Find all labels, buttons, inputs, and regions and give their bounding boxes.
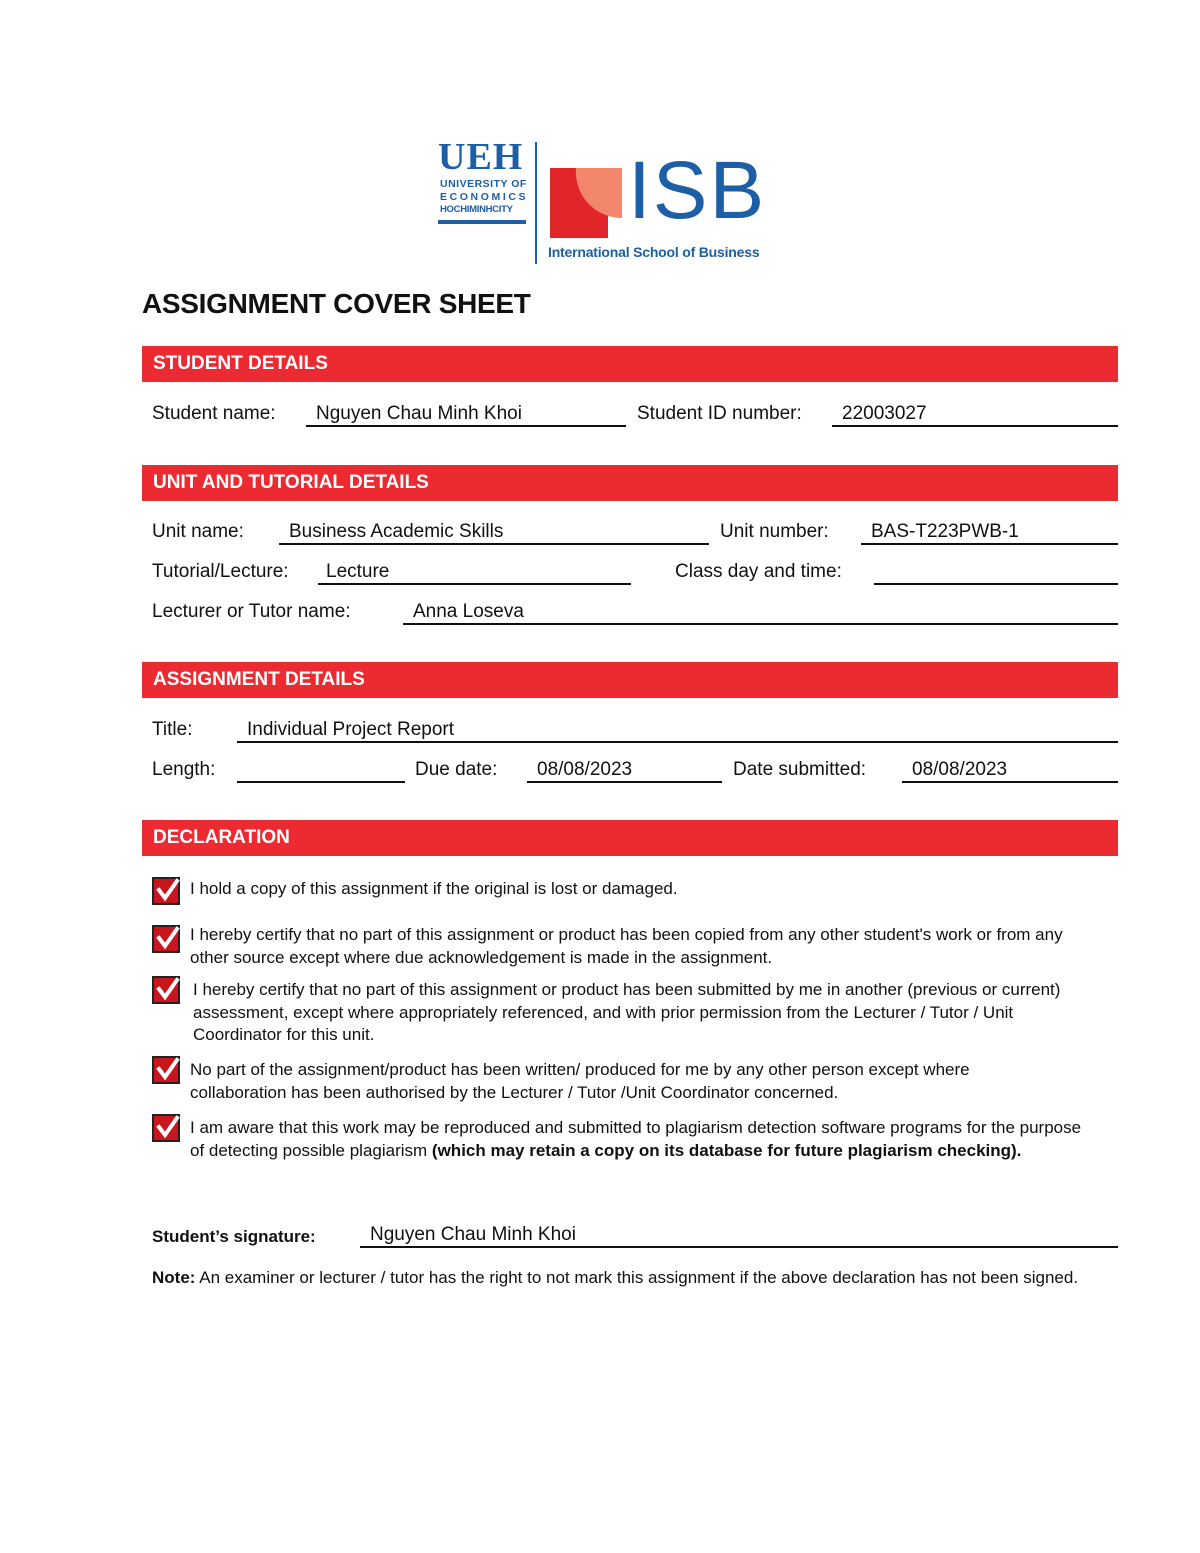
checkmark-icon [155, 877, 181, 905]
declaration-item-text: I hereby certify that no part of this assignment or product has been copied from any other student's work or from any other source except where due acknowledgement is made in the assignment. [190, 925, 1063, 967]
ueh-logo-underline [438, 220, 526, 224]
assignment-title-label: Title: [152, 719, 193, 740]
unit-name-label: Unit name: [152, 521, 244, 542]
declaration-item-text: I hold a copy of this assignment if the original is lost or damaged. [190, 879, 678, 898]
section-header-student-details: STUDENT DETAILS [142, 346, 1118, 382]
declaration-item-text: No part of the assignment/product has been written/ produced for me by any other person except where collaboration has been authorised by the Lecturer / Tutor /Unit Coordinator concerned. [190, 1060, 970, 1102]
unit-number-label: Unit number: [720, 521, 829, 542]
ueh-logo-line: ECONOMICS [440, 191, 529, 203]
lecturer-name-label: Lecturer or Tutor name: [152, 601, 351, 622]
isb-logo-mark: ISB [628, 145, 767, 236]
unit-number-field[interactable]: BAS-T223PWB-1 [861, 521, 1118, 545]
tutorial-lecture-field[interactable]: Lecture [318, 561, 631, 585]
declaration-item-text: I hereby certify that no part of this assignment or product has been submitted by me in another (previous or current) assessment, except where appropriately referenced, and with prior permission from the Lecturer / Tutor / Unit Coordinator for this unit. [193, 980, 1061, 1044]
section-header-declaration: DECLARATION [142, 820, 1118, 856]
date-submitted-label: Date submitted: [733, 759, 867, 780]
ueh-logo-line: UNIVERSITY OF [440, 178, 527, 190]
date-submitted-field[interactable]: 08/08/2023 [902, 759, 1118, 783]
isb-emblem-icon [550, 168, 622, 238]
university-logo [438, 138, 788, 264]
student-id-field[interactable]: 22003027 [832, 403, 1118, 427]
unit-name-field[interactable]: Business Academic Skills [279, 521, 709, 545]
checkmark-icon [155, 925, 181, 953]
checkmark-icon [155, 1114, 181, 1142]
checkmark-icon [155, 976, 181, 1004]
declaration-item-text-regular: I am aware that this work may be reproduced and submitted to plagiarism detection software programs for the purpose of detecting possible plagiarism [190, 1118, 1082, 1160]
declaration-item-text-bold: (which may retain a copy on its database for future plagiarism checking). [431, 1140, 1022, 1160]
ueh-logo-line: HOCHIMINHCITY [440, 204, 513, 215]
declaration-checkbox[interactable] [152, 976, 180, 1004]
class-day-time-label: Class day and time: [675, 561, 842, 582]
student-name-label: Student name: [152, 403, 276, 424]
ueh-logo-mark: UEH [438, 136, 524, 178]
logo-divider [535, 142, 537, 264]
declaration-checkbox[interactable] [152, 1056, 180, 1084]
note-label: Note: [152, 1268, 196, 1287]
due-date-label: Due date: [415, 759, 498, 780]
isb-logo-tagline: International School of Business [548, 244, 760, 260]
assignment-title-field[interactable]: Individual Project Report [237, 719, 1118, 743]
declaration-checkbox[interactable] [152, 1114, 180, 1142]
declaration-item-text [190, 1117, 1095, 1162]
student-name-field[interactable]: Nguyen Chau Minh Khoi [306, 403, 626, 427]
section-header-unit-details: UNIT AND TUTORIAL DETAILS [142, 465, 1118, 501]
length-field[interactable] [237, 759, 405, 783]
declaration-note [152, 1267, 1082, 1290]
checkmark-icon [155, 1056, 181, 1084]
page-title: ASSIGNMENT COVER SHEET [142, 288, 531, 319]
tutorial-lecture-label: Tutorial/Lecture: [152, 561, 289, 582]
note-text: An examiner or lecturer / tutor has the right to not mark this assignment if the above declaration has not been signed. [195, 1268, 1079, 1287]
due-date-field[interactable]: 08/08/2023 [527, 759, 722, 783]
signature-label: Student’s signature: [152, 1227, 316, 1246]
declaration-checkbox[interactable] [152, 877, 180, 905]
section-header-assignment-details: ASSIGNMENT DETAILS [142, 662, 1118, 698]
signature-field[interactable]: Nguyen Chau Minh Khoi [360, 1224, 1118, 1248]
declaration-checkbox[interactable] [152, 925, 180, 953]
lecturer-name-field[interactable]: Anna Loseva [403, 601, 1118, 625]
class-day-time-field[interactable] [874, 561, 1118, 585]
student-id-label: Student ID number: [637, 403, 802, 424]
length-label: Length: [152, 759, 216, 780]
